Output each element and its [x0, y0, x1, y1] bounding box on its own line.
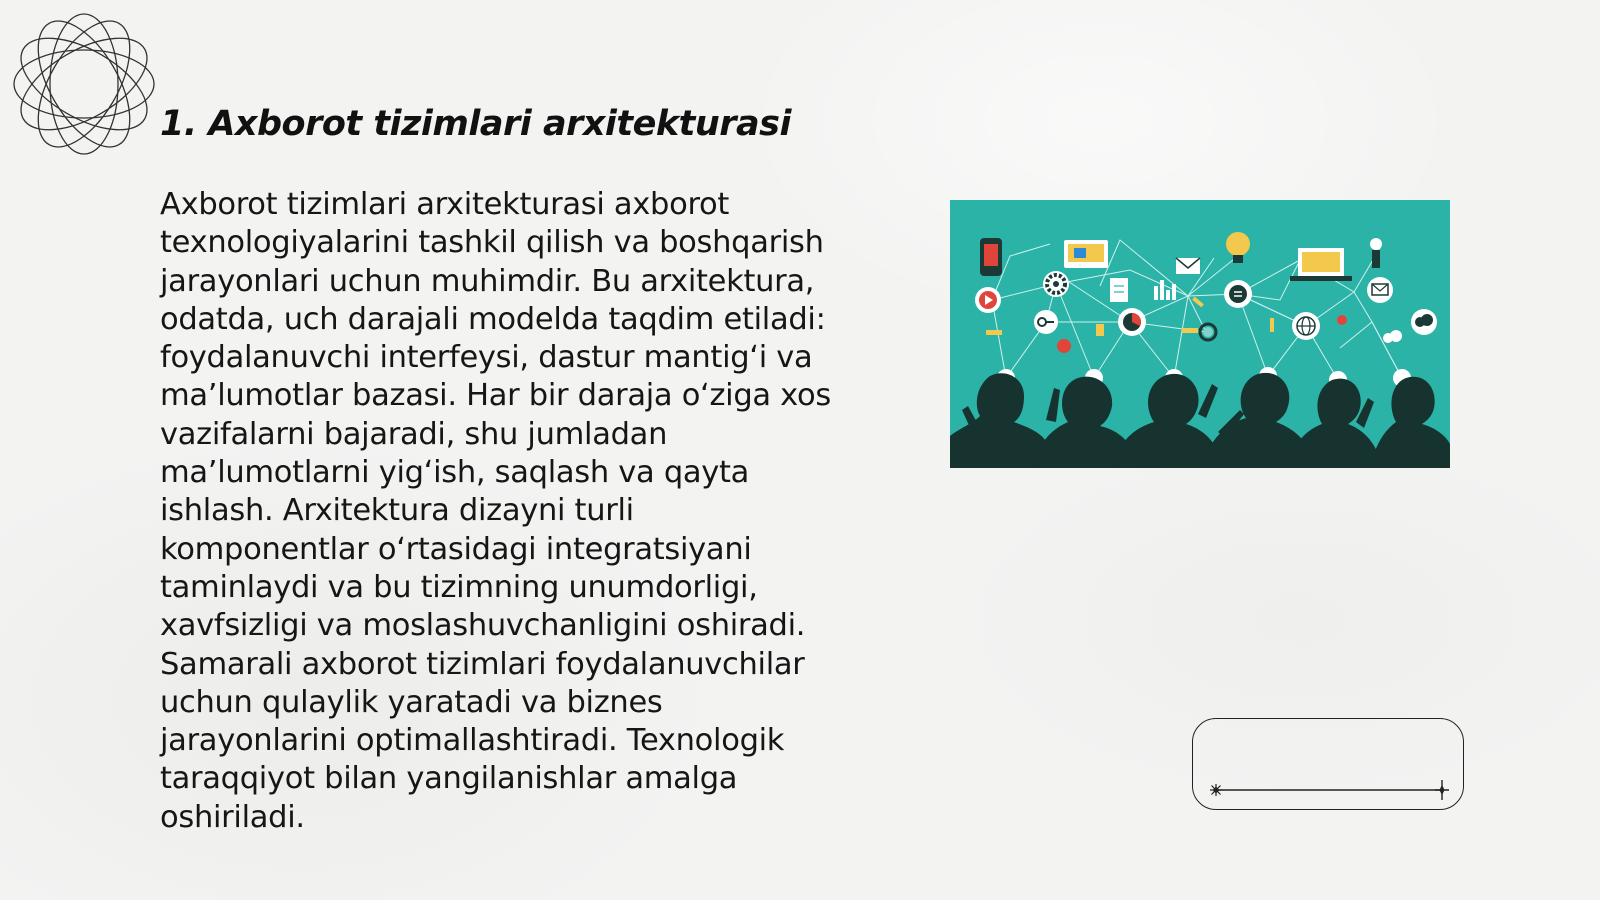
sparkle-line-icon	[1206, 778, 1454, 802]
play-icon	[975, 287, 1001, 313]
globe-icon	[1292, 312, 1320, 340]
key-icon	[1034, 310, 1058, 334]
envelope-icon	[1367, 277, 1393, 303]
body-paragraph: Axborot tizimlari arxitekturasi axborot texnologiyalarini tashkil qilish va boshqarish jarayonlari uchun muhimdir. Bu arxitektura, odatda, uch darajali modelda taqdim etiladi: foydalanuvchi interfeysi, dastur mantig‘i va ma’lumotlar bazasi. Har bir daraja o‘ziga xos vazifalarni bajaradi, shu jumladan ma’lumotlarni yig‘ish, saqlash va qayta ishlash. Arxitektura dizayni turli komponentlar o‘rtasidagi integratsiyani taminlaydi va bu tizimning unumdorligi, xavfsizligi va moslashuvchanligini oshiradi. Samarali axborot tizimlari foydalanuvchilar uchun qulaylik yaratadi va biznes jarayonlarini optimallashtiradi. Texnologik taraqqiyot bilan yangilanishlar amalga oshiriladi.	[160, 187, 831, 835]
orbit-logo-icon	[10, 10, 158, 158]
network-people-illustration	[950, 200, 1450, 468]
laptop-icon	[1290, 248, 1352, 281]
gear-icon	[1043, 271, 1069, 297]
monitor-icon	[1064, 240, 1108, 268]
envelope-icon	[1176, 258, 1200, 274]
slide-title: 1. Axborot tizimlari arxitekturasi	[160, 104, 791, 144]
cloud-icon	[1411, 309, 1437, 335]
phone-icon	[980, 238, 1002, 276]
chat-bubble-icon	[1224, 280, 1252, 308]
document-icon	[1110, 278, 1128, 302]
pie-chart-icon	[1118, 308, 1146, 336]
